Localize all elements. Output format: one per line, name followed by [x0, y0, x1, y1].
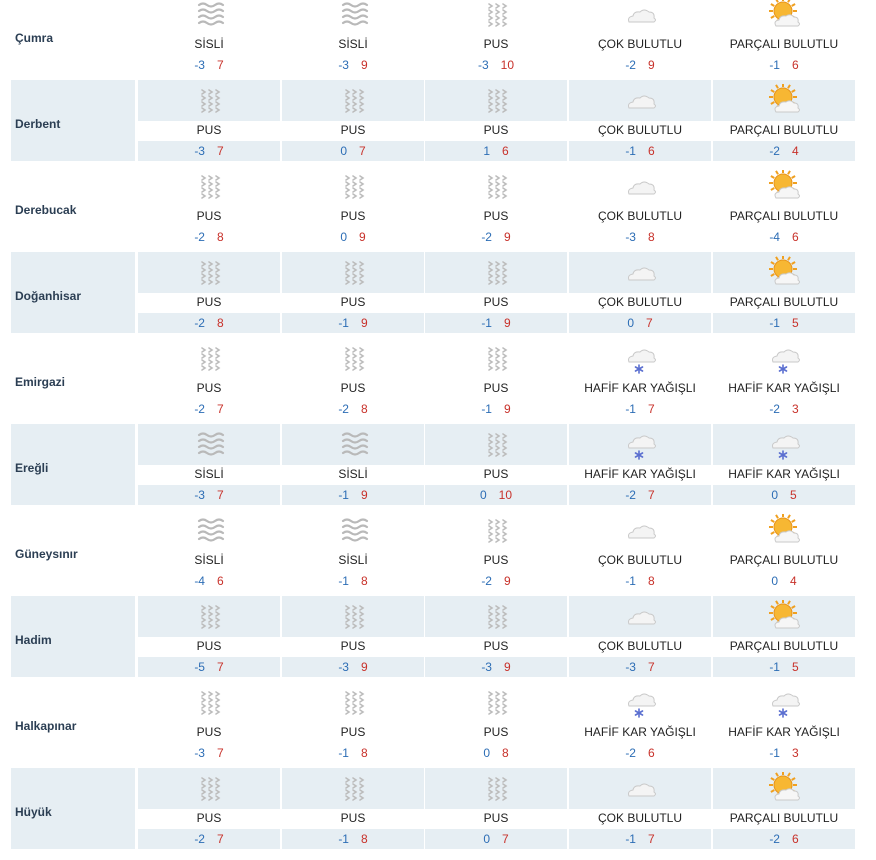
cloudy-icon — [624, 514, 658, 548]
max-temp: 10 — [500, 58, 515, 72]
max-temp: 9 — [360, 660, 368, 674]
partly-cloudy-icon — [768, 256, 802, 290]
condition-label: PARÇALI BULUTLU — [729, 295, 839, 309]
max-temp: 8 — [216, 316, 224, 330]
min-temp: -3 — [194, 144, 205, 158]
forecast-row — [0, 682, 876, 768]
city-name[interactable]: Derebucak — [15, 203, 77, 217]
day-forecast-cell — [138, 80, 280, 161]
max-temp: 7 — [216, 144, 224, 158]
min-temp: -4 — [194, 574, 205, 588]
max-temp: 6 — [791, 230, 799, 244]
mist-icon — [337, 600, 371, 634]
cloudy-icon — [624, 0, 658, 32]
max-temp: 9 — [503, 402, 511, 416]
snow-icon — [768, 342, 802, 376]
max-temp: 9 — [360, 58, 368, 72]
forecast-row — [0, 338, 876, 424]
fog-icon — [337, 428, 371, 462]
max-temp: 8 — [647, 230, 655, 244]
condition-label: PUS — [196, 811, 222, 825]
snow-icon — [624, 342, 658, 376]
max-temp: 7 — [502, 832, 509, 846]
partly-cloudy-icon — [768, 600, 802, 634]
day-forecast-cell — [569, 768, 711, 849]
city-cell — [11, 166, 135, 247]
condition-label: PUS — [340, 209, 366, 223]
max-temp: 5 — [791, 316, 799, 330]
min-temp: -2 — [194, 230, 205, 244]
snow-icon — [624, 686, 658, 720]
city-cell — [11, 80, 135, 161]
city-cell — [11, 338, 135, 419]
day-forecast-cell — [425, 768, 567, 849]
mist-icon — [193, 686, 227, 720]
min-temp: 0 — [483, 746, 490, 760]
city-name[interactable]: Hüyük — [15, 805, 52, 819]
min-temp: -2 — [769, 402, 780, 416]
condition-label: ÇOK BULUTLU — [597, 209, 683, 223]
day-forecast-cell — [138, 338, 280, 419]
min-temp: 0 — [771, 488, 778, 502]
max-temp: 7 — [359, 144, 366, 158]
min-temp: -2 — [481, 230, 492, 244]
day-forecast-cell — [282, 252, 424, 333]
day-forecast-cell — [713, 0, 855, 75]
max-temp: 9 — [503, 660, 511, 674]
partly-cloudy-icon — [768, 514, 802, 548]
day-forecast-cell — [713, 166, 855, 247]
mist-icon — [193, 256, 227, 290]
fog-icon — [337, 0, 371, 32]
max-temp: 7 — [647, 402, 655, 416]
mist-icon — [480, 686, 514, 720]
condition-label: PUS — [340, 123, 366, 137]
min-temp: -1 — [769, 58, 780, 72]
condition-label: PUS — [483, 553, 509, 567]
max-temp: 8 — [360, 574, 368, 588]
day-forecast-cell — [425, 596, 567, 677]
day-forecast-cell — [425, 252, 567, 333]
forecast-row — [0, 0, 876, 80]
condition-label: PUS — [196, 639, 222, 653]
condition-label: PUS — [483, 725, 509, 739]
condition-label: PUS — [483, 37, 509, 51]
day-forecast-cell — [569, 338, 711, 419]
forecast-row — [0, 166, 876, 252]
condition-label: PUS — [340, 639, 366, 653]
day-forecast-cell — [569, 682, 711, 763]
max-temp: 5 — [791, 660, 799, 674]
day-forecast-cell — [138, 424, 280, 505]
min-temp: -1 — [338, 832, 349, 846]
day-forecast-cell — [425, 338, 567, 419]
day-forecast-cell — [282, 80, 424, 161]
city-cell — [11, 0, 135, 75]
forecast-row — [0, 424, 876, 510]
day-forecast-cell — [138, 0, 280, 75]
mist-icon — [480, 600, 514, 634]
condition-label: PUS — [483, 381, 509, 395]
condition-label: PUS — [483, 639, 509, 653]
mist-icon — [193, 170, 227, 204]
day-forecast-cell — [282, 0, 424, 75]
condition-label: SİSLİ — [338, 553, 368, 567]
day-forecast-cell — [569, 252, 711, 333]
condition-label: SİSLİ — [194, 467, 224, 481]
min-temp: -1 — [338, 574, 349, 588]
partly-cloudy-icon — [768, 0, 802, 32]
day-forecast-cell — [138, 252, 280, 333]
min-temp: -3 — [338, 58, 349, 72]
min-temp: -1 — [769, 660, 780, 674]
day-forecast-cell — [282, 338, 424, 419]
max-temp: 9 — [503, 574, 511, 588]
condition-label: PARÇALI BULUTLU — [729, 209, 839, 223]
mist-icon — [337, 772, 371, 806]
min-temp: 0 — [340, 230, 347, 244]
mist-icon — [193, 772, 227, 806]
day-forecast-cell — [713, 424, 855, 505]
condition-label: PUS — [340, 725, 366, 739]
mist-icon — [480, 342, 514, 376]
min-temp: 0 — [479, 488, 487, 502]
day-forecast-cell — [425, 682, 567, 763]
min-temp: -2 — [194, 316, 205, 330]
day-forecast-cell — [282, 510, 424, 591]
max-temp: 9 — [360, 488, 368, 502]
city-cell — [11, 424, 135, 505]
day-forecast-cell — [713, 768, 855, 849]
max-temp: 6 — [502, 144, 509, 158]
condition-label: HAFİF KAR YAĞIŞLI — [584, 381, 696, 395]
condition-label: SİSLİ — [338, 37, 368, 51]
mist-icon — [337, 170, 371, 204]
min-temp: 0 — [627, 316, 634, 330]
mist-icon — [337, 686, 371, 720]
min-temp: 0 — [340, 144, 347, 158]
mist-icon — [480, 514, 514, 548]
min-temp: -2 — [194, 402, 205, 416]
max-temp: 8 — [360, 402, 368, 416]
day-forecast-cell — [569, 510, 711, 591]
condition-label: PUS — [340, 811, 366, 825]
day-forecast-cell — [569, 166, 711, 247]
city-name[interactable]: Emirgazi — [15, 375, 66, 389]
day-forecast-cell — [282, 768, 424, 849]
min-temp: -3 — [481, 660, 492, 674]
city-name[interactable]: Derbent — [15, 117, 61, 131]
max-temp: 7 — [216, 488, 224, 502]
condition-label: HAFİF KAR YAĞIŞLI — [584, 467, 696, 481]
min-temp: -3 — [625, 230, 636, 244]
min-temp: -2 — [338, 402, 349, 416]
condition-label: PARÇALI BULUTLU — [729, 811, 839, 825]
day-forecast-cell — [138, 510, 280, 591]
partly-cloudy-icon — [768, 772, 802, 806]
cloudy-icon — [624, 84, 658, 118]
day-forecast-cell — [282, 682, 424, 763]
cloudy-icon — [624, 600, 658, 634]
condition-label: HAFİF KAR YAĞIŞLI — [728, 467, 840, 481]
snow-icon — [624, 428, 658, 462]
min-temp: -1 — [338, 746, 349, 760]
min-temp: 0 — [771, 574, 778, 588]
condition-label: PUS — [196, 295, 222, 309]
min-temp: -1 — [338, 488, 349, 502]
snow-icon — [768, 686, 802, 720]
cloudy-icon — [624, 170, 658, 204]
mist-icon — [337, 84, 371, 118]
condition-label: PUS — [483, 811, 509, 825]
condition-label: HAFİF KAR YAĞIŞLI — [728, 381, 840, 395]
max-temp: 4 — [791, 144, 799, 158]
condition-label: ÇOK BULUTLU — [597, 553, 683, 567]
min-temp: -3 — [338, 660, 349, 674]
day-forecast-cell — [138, 682, 280, 763]
condition-label: ÇOK BULUTLU — [597, 123, 683, 137]
min-temp: -1 — [625, 574, 636, 588]
condition-label: SİSLİ — [338, 467, 368, 481]
min-temp: -2 — [625, 488, 636, 502]
day-forecast-cell — [569, 424, 711, 505]
partly-cloudy-icon — [768, 170, 802, 204]
max-temp: 6 — [216, 574, 224, 588]
mist-icon — [480, 256, 514, 290]
min-temp: -3 — [625, 660, 636, 674]
min-temp: -2 — [481, 574, 492, 588]
day-forecast-cell — [138, 768, 280, 849]
city-name[interactable]: Doğanhisar — [15, 289, 82, 303]
min-temp: -1 — [481, 316, 492, 330]
max-temp: 6 — [791, 832, 799, 846]
max-temp: 8 — [360, 746, 368, 760]
condition-label: ÇOK BULUTLU — [597, 639, 683, 653]
max-temp: 6 — [647, 746, 655, 760]
mist-icon — [480, 84, 514, 118]
condition-label: PUS — [483, 467, 509, 481]
forecast-row — [0, 252, 876, 338]
min-temp: -2 — [769, 832, 780, 846]
max-temp: 6 — [647, 144, 655, 158]
condition-label: PUS — [483, 295, 509, 309]
city-cell — [11, 252, 135, 333]
partly-cloudy-icon — [768, 84, 802, 118]
mist-icon — [193, 342, 227, 376]
day-forecast-cell — [138, 166, 280, 247]
min-temp: -3 — [194, 488, 205, 502]
fog-icon — [337, 514, 371, 548]
mist-icon — [337, 256, 371, 290]
max-temp: 9 — [503, 316, 511, 330]
day-forecast-cell — [713, 338, 855, 419]
max-temp: 8 — [360, 832, 368, 846]
day-forecast-cell — [138, 596, 280, 677]
day-forecast-cell — [282, 166, 424, 247]
cloudy-icon — [624, 772, 658, 806]
mist-icon — [480, 772, 514, 806]
day-forecast-cell — [425, 510, 567, 591]
max-temp: 5 — [790, 488, 797, 502]
max-temp: 7 — [647, 488, 655, 502]
forecast-row — [0, 510, 876, 596]
city-cell — [11, 596, 135, 677]
condition-label: HAFİF KAR YAĞIŞLI — [728, 725, 840, 739]
max-temp: 9 — [647, 58, 655, 72]
min-temp: -3 — [477, 58, 489, 72]
max-temp: 7 — [216, 402, 224, 416]
city-name[interactable]: Çumra — [15, 31, 54, 45]
city-name[interactable]: Ereğli — [15, 461, 49, 475]
condition-label: PARÇALI BULUTLU — [729, 639, 839, 653]
max-temp: 7 — [647, 660, 655, 674]
max-temp: 9 — [503, 230, 511, 244]
city-cell — [11, 510, 135, 591]
max-temp: 7 — [647, 832, 655, 846]
max-temp: 7 — [216, 832, 224, 846]
min-temp: -2 — [769, 144, 780, 158]
max-temp: 8 — [647, 574, 655, 588]
min-temp: -3 — [194, 746, 205, 760]
mist-icon — [193, 600, 227, 634]
forecast-row — [0, 80, 876, 166]
city-name[interactable]: Güneysınır — [15, 547, 78, 561]
max-temp: 3 — [791, 746, 799, 760]
mist-icon — [480, 170, 514, 204]
day-forecast-cell — [713, 510, 855, 591]
mist-icon — [480, 0, 514, 32]
city-cell — [11, 682, 135, 763]
min-temp: -3 — [194, 58, 205, 72]
min-temp: -2 — [194, 832, 205, 846]
fog-icon — [193, 428, 227, 462]
condition-label: ÇOK BULUTLU — [597, 811, 683, 825]
condition-label: PUS — [196, 725, 222, 739]
day-forecast-cell — [569, 80, 711, 161]
max-temp: 7 — [216, 746, 224, 760]
min-temp: -1 — [625, 402, 636, 416]
condition-label: PUS — [483, 123, 509, 137]
min-temp: -1 — [769, 746, 780, 760]
snow-icon — [768, 428, 802, 462]
day-forecast-cell — [713, 80, 855, 161]
day-forecast-cell — [425, 166, 567, 247]
min-temp: -4 — [769, 230, 780, 244]
condition-label: PARÇALI BULUTLU — [729, 37, 839, 51]
max-temp: 8 — [502, 746, 509, 760]
max-temp: 9 — [360, 316, 368, 330]
forecast-row — [0, 768, 876, 854]
day-forecast-cell — [713, 596, 855, 677]
min-temp: 1 — [483, 144, 490, 158]
fog-icon — [193, 0, 227, 32]
mist-icon — [337, 342, 371, 376]
min-temp: -1 — [338, 316, 349, 330]
min-temp: -1 — [625, 832, 636, 846]
condition-label: PARÇALI BULUTLU — [729, 553, 839, 567]
day-forecast-cell — [569, 0, 711, 75]
condition-label: ÇOK BULUTLU — [597, 295, 683, 309]
max-temp: 7 — [646, 316, 653, 330]
max-temp: 10 — [498, 488, 513, 502]
mist-icon — [480, 428, 514, 462]
forecast-row — [0, 596, 876, 682]
max-temp: 7 — [216, 660, 224, 674]
min-temp: -1 — [481, 402, 492, 416]
condition-label: ÇOK BULUTLU — [597, 37, 683, 51]
min-temp: -2 — [625, 58, 636, 72]
condition-label: PUS — [340, 295, 366, 309]
day-forecast-cell — [569, 596, 711, 677]
day-forecast-cell — [713, 682, 855, 763]
mist-icon — [193, 84, 227, 118]
day-forecast-cell — [282, 424, 424, 505]
max-temp: 8 — [216, 230, 224, 244]
min-temp: -5 — [194, 660, 205, 674]
condition-label: PUS — [196, 209, 222, 223]
condition-label: HAFİF KAR YAĞIŞLI — [584, 725, 696, 739]
condition-label: SİSLİ — [194, 37, 224, 51]
city-name[interactable]: Hadim — [15, 633, 52, 647]
min-temp: -1 — [769, 316, 780, 330]
max-temp: 7 — [216, 58, 224, 72]
condition-label: PUS — [196, 381, 222, 395]
condition-label: PUS — [483, 209, 509, 223]
max-temp: 6 — [791, 58, 799, 72]
day-forecast-cell — [713, 252, 855, 333]
city-cell — [11, 768, 135, 849]
cloudy-icon — [624, 256, 658, 290]
max-temp: 9 — [359, 230, 366, 244]
day-forecast-cell — [282, 596, 424, 677]
day-forecast-cell — [425, 0, 567, 75]
city-name[interactable]: Halkapınar — [15, 719, 77, 733]
fog-icon — [193, 514, 227, 548]
condition-label: PUS — [196, 123, 222, 137]
condition-label: PARÇALI BULUTLU — [729, 123, 839, 137]
condition-label: SİSLİ — [194, 553, 224, 567]
min-temp: -2 — [625, 746, 636, 760]
min-temp: 0 — [483, 832, 490, 846]
min-temp: -1 — [625, 144, 636, 158]
max-temp: 3 — [791, 402, 799, 416]
max-temp: 4 — [790, 574, 797, 588]
condition-label: PUS — [340, 381, 366, 395]
day-forecast-cell — [425, 424, 567, 505]
day-forecast-cell — [425, 80, 567, 161]
